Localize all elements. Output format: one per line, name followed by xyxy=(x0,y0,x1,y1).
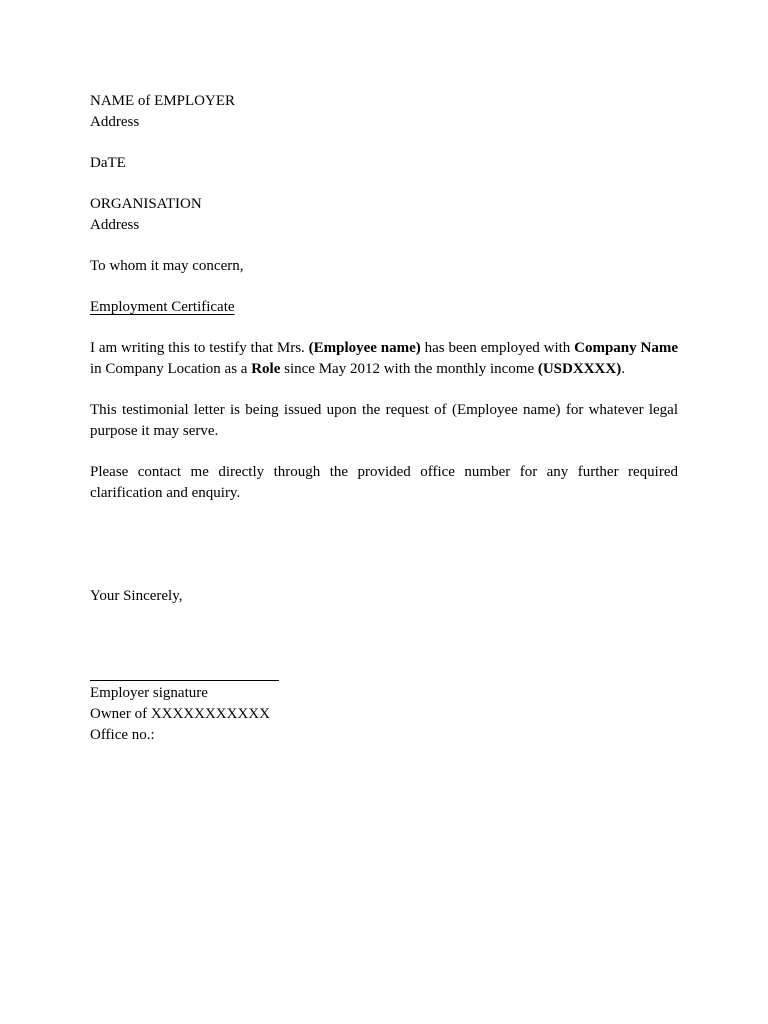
signature-line xyxy=(90,680,279,681)
monthly-income: (USDXXXX) xyxy=(537,361,622,377)
salutation xyxy=(90,256,678,277)
owner-line: Owner of XXXXXXXXXXX xyxy=(90,706,270,722)
signature-label: Employer signature xyxy=(90,685,208,701)
paragraph-employment xyxy=(90,338,678,380)
p1-text-2: has been employed with xyxy=(420,340,575,356)
employer-address: Address xyxy=(90,114,140,130)
p1-text-3: in Company Location as a xyxy=(90,361,252,377)
letter-page xyxy=(90,91,678,746)
paragraph-testimonial: This testimonial letter is being issued upon the request of (Employee name) for whatever legal purpose it may serve. xyxy=(90,402,678,439)
date-block xyxy=(90,153,678,174)
subject-block xyxy=(90,297,678,318)
p1-text-4: since May 2012 with the monthly income xyxy=(280,361,538,377)
employer-name: NAME of EMPLOYER xyxy=(90,93,235,109)
p1-text-5: . xyxy=(621,361,625,377)
employee-name: (Employee name) xyxy=(308,340,421,356)
office-number: Office no.: xyxy=(90,727,155,743)
closing-block xyxy=(90,586,678,607)
sender-block xyxy=(90,91,678,133)
role: Role xyxy=(251,361,281,377)
closing-text: Your Sincerely, xyxy=(90,588,183,604)
company-name: Company Name xyxy=(574,340,678,356)
paragraph-contact: Please contact me directly through the provided office number for any further required clarification and enquiry. xyxy=(90,464,678,501)
salutation-text: To whom it may concern, xyxy=(90,258,244,274)
recipient-block xyxy=(90,194,678,236)
recipient-address: Address xyxy=(90,217,140,233)
signature-block xyxy=(90,683,678,746)
letter-date: DaTE xyxy=(90,155,126,171)
recipient-organisation: ORGANISATION xyxy=(90,196,202,212)
p1-text-1: I am writing this to testify that Mrs. xyxy=(90,340,309,356)
subject-title: Employment Certificate xyxy=(90,299,235,315)
